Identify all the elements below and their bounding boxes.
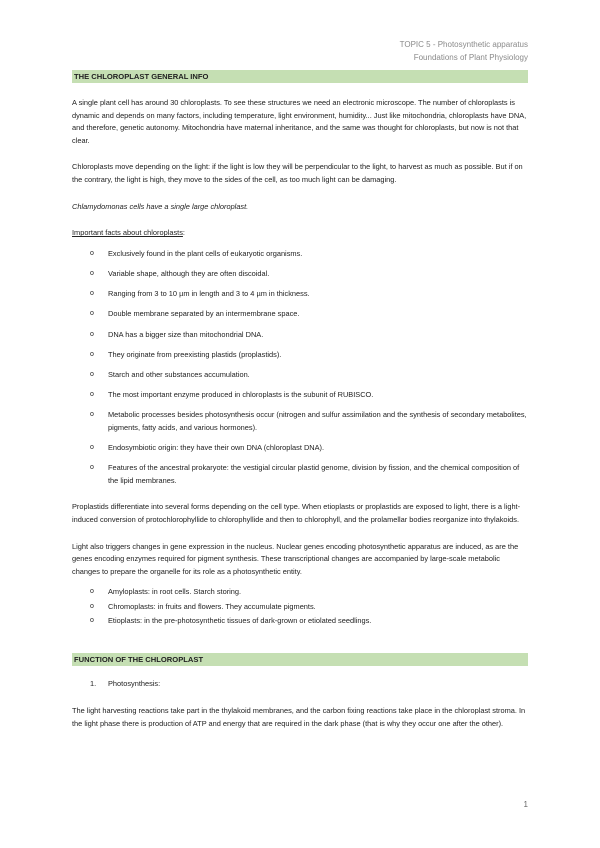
list-item-text: Starch and other substances accumulation. [108, 369, 250, 379]
paragraph-chloroplast-count: A single plant cell has around 30 chloroplasts. To see these structures we need an electronic microscope. The number of chloroplasts is dynamic and depends on many factors, including temperature, light environment, humidity... Just like mitochondria, chloroplasts have DNA, and therefore, genetic autonomy. Mitochondria have maternal inheritance, and the same was thought for chloroplasts, but now is not that clear. [72, 98, 527, 145]
list-item [72, 462, 528, 487]
list-item [72, 389, 528, 402]
list-item [72, 329, 528, 342]
list-item-text: DNA has a bigger size than mitochondrial DNA. [108, 329, 264, 339]
paragraph-proplastids: Proplastids differentiate into several forms depending on the cell type. When etioplasts or proplastids are exposed to light, there is a light-induced conversion of protochlorophyllide to chlorophyllide and then to chlorophyll, and the prolamellar bodies reorganize into thylakoids. [72, 502, 521, 524]
bullet-icon: o [90, 330, 94, 338]
paragraph-light-reactions: The light harvesting reactions take part in the thylakoid membranes, and the carbon fixing reactions take place in the chloroplast stroma. In the light phase there is production of ATP and energy that are required in the dark phase (that is why they occur one after the other). [72, 705, 526, 728]
bullet-icon: o [90, 464, 94, 472]
paragraph-chloroplast-movement: Chloroplasts move depending on the light: if the light is low they will be perpendicular to the light, to harvest as much as possible. But if on the contrary, the light is high, they move to the sides of the cell, as too much light can be damaging. [72, 162, 523, 184]
list-item-text: Features of the ancestral prokaryote: the vestigial circular plastid genome, division by fission, and the chemical composition of the lipid membranes. [108, 463, 520, 485]
bullet-icon: o [90, 350, 94, 358]
list-item-text: They originate from preexisting plastids (proplastids). [108, 349, 282, 359]
list-item [72, 268, 528, 281]
list-item [72, 601, 528, 614]
list-item-text: Metabolic processes besides photosynthesis occur (nitrogen and sulfur assimilation and the synthesis of secondary metabolites, pigments, fatty acids, and various hormones). [108, 410, 527, 432]
list-item-text: Double membrane separated by an intermembrane space. [108, 309, 300, 319]
list-item-text: Chromoplasts: in fruits and flowers. They accumulate pigments. [108, 601, 316, 611]
function-list [72, 678, 528, 691]
facts-heading [72, 227, 528, 240]
list-number: 1. [90, 679, 97, 689]
list-item [72, 349, 528, 362]
plastid-types-list [72, 586, 528, 627]
page-header [400, 38, 528, 64]
section-title-function: FUNCTION OF THE CHLOROPLAST [72, 653, 528, 666]
list-item-text: Amyloplasts: in root cells. Starch storing. [108, 587, 242, 597]
list-item [72, 308, 528, 321]
bullet-icon: o [90, 249, 94, 257]
list-item-text: Endosymbiotic origin: they have their own DNA (chloroplast DNA). [108, 443, 325, 453]
header-topic: TOPIC 5 - Photosynthetic apparatus [399, 40, 528, 49]
bullet-icon: o [90, 269, 94, 277]
list-item [72, 615, 528, 628]
list-item [72, 288, 528, 301]
list-item-text: The most important enzyme produced in chloroplasts is the subunit of RUBISCO. [108, 390, 374, 400]
list-item [72, 442, 528, 455]
bullet-icon: o [90, 391, 94, 399]
list-item [72, 678, 528, 691]
list-item-text: Photosynthesis: [108, 679, 161, 689]
list-item [72, 409, 528, 434]
bullet-icon: o [90, 310, 94, 318]
bullet-icon: o [90, 444, 94, 452]
bullet-icon: o [90, 290, 94, 298]
bullet-icon: o [90, 602, 94, 610]
bullet-icon: o [90, 370, 94, 378]
paragraph-chlamydomonas: Chlamydomonas cells have a single large chloroplast. [72, 201, 249, 211]
header-course: Foundations of Plant Physiology [413, 53, 528, 62]
list-item-text: Variable shape, although they are often discoidal. [108, 268, 270, 278]
page-content [72, 70, 528, 730]
list-item-text: Exclusively found in the plant cells of eukaryotic organisms. [108, 248, 303, 258]
list-item-text: Ranging from 3 to 10 µm in length and 3 to 4 µm in thickness. [108, 289, 310, 299]
paragraph-gene-expression: Light also triggers changes in gene expression in the nucleus. Nuclear genes encoding photosynthetic apparatus are induced, as are the genes encoding enzymes required for pigment synthesis. These transcriptional changes are accompanied by large-scale metabolic changes to prepare the organelle for its role as a photosynthetic entity. [72, 541, 519, 576]
facts-list [72, 248, 528, 488]
section-title-general-info: THE CHLOROPLAST GENERAL INFO [72, 70, 528, 83]
list-item [72, 586, 528, 599]
facts-heading-text: Important facts about chloroplasts [72, 228, 183, 238]
bullet-icon: o [90, 616, 94, 624]
list-item [72, 248, 528, 261]
bullet-icon: o [90, 411, 94, 419]
page-number: 1 [523, 800, 528, 809]
bullet-icon: o [90, 588, 94, 596]
facts-heading-colon: : [182, 228, 185, 238]
list-item [72, 369, 528, 382]
list-item-text: Etioplasts: in the pre-photosynthetic tissues of dark-grown or etiolated seedlings. [108, 615, 372, 625]
